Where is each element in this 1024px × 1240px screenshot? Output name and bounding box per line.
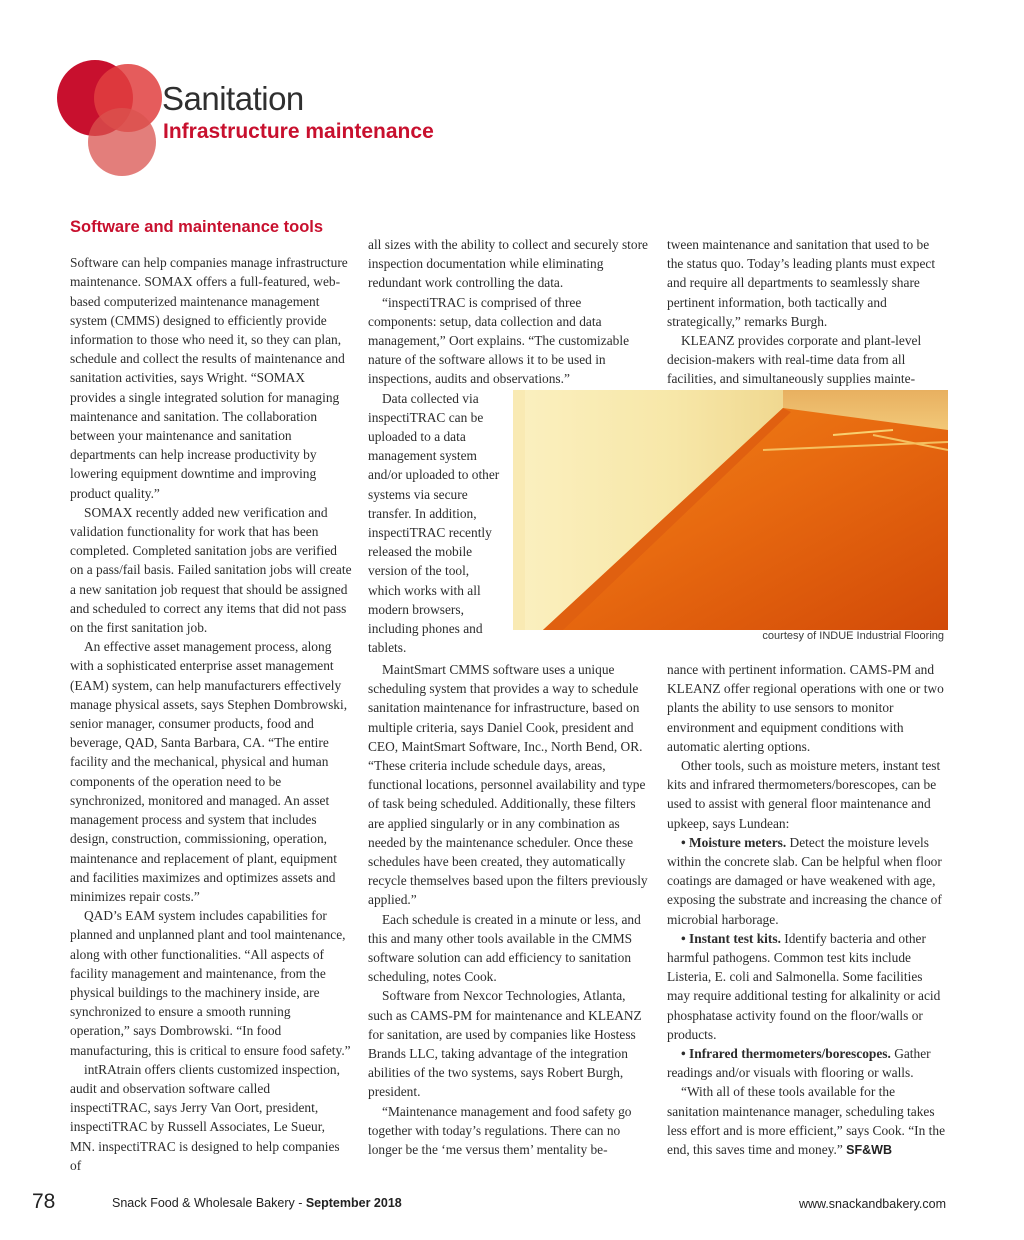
- closing-text: “With all of these tools available for the sanitation maintenance manager, scheduling takes less effort and is more efficient,” says Cook. “In the end, this saves time and money.”: [667, 1084, 946, 1158]
- bullet-text: Gather readings and/or visuals with flooring or walls.: [667, 1046, 931, 1081]
- bullet-lead: • Infrared thermometers/borescopes.: [681, 1046, 891, 1062]
- wall-edge: [513, 390, 525, 630]
- paragraph: Data collected via inspectiTRAC can be uploaded to a data management system and/or uploaded to other systems via secure transfer. In addition, inspectiTRAC recently released the mobile version of the tool, which works with all modern browsers, including phones and tablets.: [368, 390, 500, 656]
- paragraph: [667, 1082, 947, 1160]
- separator: -: [294, 1196, 306, 1210]
- bullet-item: [667, 929, 947, 1044]
- bullet-lead: • Moisture meters.: [681, 834, 787, 850]
- paragraph: An effective asset management process, along with a sophisticated enterprise asset management (EAM) system, can help manufacturers effectively manage physical assets, says Stephen Dombrowski, senior manager, consumer products, food and beverage, QAD, Santa Barbara, CA. “The entire facility and the mechanical, physical and human components of the operation need to be synchronized, monitored and managed. An asset management process and system that includes design, construction, commissioning, operation, maintenance and replacement of plant, equipment and facilities maximizes and optimizes assets and minimizes repair costs.”: [70, 639, 348, 904]
- publication-line: [112, 1196, 402, 1210]
- floor-photo: [513, 390, 948, 630]
- section-logo: [50, 60, 170, 180]
- column-1: [70, 218, 352, 1175]
- publication-name: Snack Food & Wholesale Bakery: [112, 1196, 295, 1210]
- paragraph: QAD’s EAM system includes capabilities for planned and unplanned plant and tool maintenance, along with other functionalities. “All aspects of facility management and maintenance, from the physical buildings to the machinery inside, are synchronized to ensure a smooth running operation,” says Dombrowski. “In food manufacturing, this is critical to ensure food safety.”: [70, 908, 351, 1058]
- column-3-top: [667, 235, 947, 389]
- paragraph: “Maintenance management and food safety go together with today’s regulations. There can no longer be the ‘me versus them’ mentality be-: [368, 1103, 632, 1158]
- paragraph: Each schedule is created in a minute or less, and this and many other tools available in the CMMS software solution can add efficiency to sanitation scheduling, notes Cook.: [368, 911, 641, 985]
- photo-caption: courtesy of INDUE Industrial Flooring: [762, 630, 944, 642]
- website-link[interactable]: www.snackandbakery.com: [798, 1197, 946, 1211]
- paragraph: SOMAX recently added new verification and validation functionality for work that has been completed. Completed sanitation jobs are verified on a pass/fail basis. Failed sanitation jobs will create a new sanitation job request that should be assigned and scheduled to correct any items that did not pass on the first sanitation job.: [70, 504, 352, 636]
- bullet-text: Identify bacteria and other harmful pathogens. Common test kits include Listeria, E. coli and Salmonella. Some facilities may require additional testing for alkalinity or acid phosphatase activity found on the floor/walls or products.: [667, 930, 941, 1042]
- bullet-item: [667, 1044, 947, 1082]
- paragraph: Software from Nexcor Technologies, Atlanta, such as CAMS-PM for maintenance and KLEANZ for sanitation, are used by companies like Hostess Brands LLC, taking advantage of the integration abilities of the two systems, says Robert Burgh, president.: [368, 988, 642, 1100]
- section-title: Sanitation: [162, 80, 304, 117]
- bullet-item: [667, 833, 947, 929]
- paragraph: “inspectiTRAC is comprised of three components: setup, data collection and data management,” Oort explains. “The customizable nature of the software allows it to be used in inspections, audits and observations.”: [368, 294, 630, 387]
- paragraph: nance with pertinent information. CAMS-PM and KLEANZ offer regional operations with one or two plants the ability to use sensors to monitor environment and equipment conditions with automatic alerting options.: [667, 662, 944, 754]
- page-number: 78: [32, 1190, 56, 1213]
- paragraph: MaintSmart CMMS software uses a unique scheduling system that provides a way to schedule sanitation maintenance for infrastructure, based on multiple criteria, says Daniel Cook, president and CEO, MaintSmart Software, Inc., North Bend, OR. “These criteria include schedule days, areas, functional locations, personnel availability and type of task being scheduled. Additionally, these filters are applied singularly or in any combination as needed by the maintenance scheduler. Once these schedules have been created, they automatically recycle themselves based upon the filters previously applied.”: [368, 662, 648, 908]
- section-subtitle: Infrastructure maintenance: [163, 120, 434, 143]
- bullet-text: Detect the moisture levels within the concrete slab. Can be helpful when floor coatings are damaged or have weakened with age, exposing the substrate and increasing the chance of microbial harborage.: [667, 834, 942, 927]
- issue-date: September 2018: [305, 1196, 402, 1210]
- bullet-lead: • Instant test kits.: [681, 930, 781, 946]
- paragraph: Software can help companies manage infrastructure maintenance. SOMAX offers a full-featured, web-based computerized maintenance management system (CMMS) designed to efficiently provide information to those who need it, so they can plan, schedule and collect the results of maintenance and sanitation activities, says Wright. “SOMAX provides a single integrated solution for managing maintenance and sanitation. The collaboration between your maintenance and sanitation departments can help increase productivity by lowering equipment downtime and improving product quality.”: [70, 255, 348, 501]
- paragraph: tween maintenance and sanitation that used to be the status quo. Today’s leading plants must expect and require all departments to seamlessly share pertinent information, both tactically and strategically,” remarks Burgh.: [667, 237, 936, 329]
- signature: SF&WB: [846, 1143, 892, 1158]
- paragraph: Other tools, such as moisture meters, instant test kits and infrared thermometers/borescopes, can be used to assist with general floor maintenance and upkeep, says Lundean:: [667, 758, 941, 831]
- column-3-bottom: [667, 660, 947, 1160]
- column-2-bottom: [368, 660, 650, 1159]
- logo-circle-bottom: [88, 108, 156, 176]
- paragraph: intRAtrain offers clients customized inspection, audit and observation software called inspectiTRAC, says Jerry Van Oort, president, inspectiTRAC by Russell Associates, Le Sueur, MN. inspectiTRAC is designed to help companies of: [70, 1061, 340, 1173]
- paragraph: all sizes with the ability to collect and securely store inspection documentation while eliminating redundant work controlling the data.: [368, 237, 649, 291]
- paragraph: KLEANZ provides corporate and plant-level decision-makers with real-time data from all facilities, and simultaneously supplies mainte-: [667, 333, 922, 387]
- article-subhead: Software and maintenance tools: [70, 218, 324, 236]
